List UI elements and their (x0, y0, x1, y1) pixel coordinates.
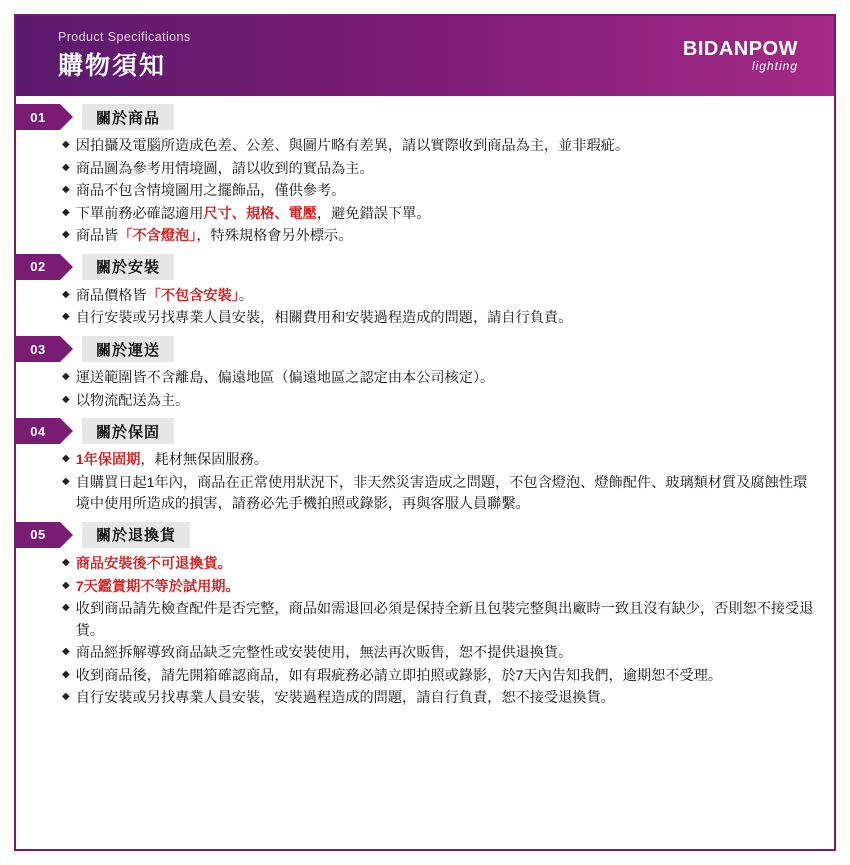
list-item-text (76, 181, 816, 203)
highlight-text: 1年保固期 (75, 452, 141, 469)
section-number: 02 (16, 254, 60, 280)
list-item (62, 181, 816, 203)
diamond-bullet-icon: ◆ (62, 139, 70, 150)
section-number: 03 (16, 336, 60, 362)
plain-text: 商品不包含情境圖用之擺飾品，僅供參考。 (75, 183, 346, 200)
list-item-text (76, 308, 816, 330)
diamond-bullet-icon: ◆ (62, 288, 70, 300)
list-item (62, 368, 816, 390)
plain-text: 以物流配送為主。 (75, 392, 190, 409)
section-title: 關於商品 (82, 104, 174, 130)
list-item (62, 450, 816, 472)
section-header (16, 254, 834, 280)
list-item-text (76, 688, 816, 710)
section (16, 336, 834, 412)
list-item-text (76, 643, 816, 665)
sections-container (16, 104, 834, 716)
plain-text: 收到商品後，請先開箱確認商品，如有瑕疵務必請立即拍照或錄影，於7天內告知我們，逾期恕不受理。 (75, 667, 723, 684)
plain-text: ，耗材無保固服務。 (140, 452, 269, 469)
plain-text: 商品圖為參考用情境圖，請以收到的實品為主。 (75, 160, 374, 177)
section-body (16, 136, 834, 248)
brand-tagline: lighting (751, 59, 798, 73)
list-item-text (76, 666, 816, 688)
section-header (16, 336, 834, 362)
highlight-text: 商品安裝後不可退換貨。 (75, 555, 232, 572)
plain-text: 商品經拆解導致商品缺乏完整性或安裝使用，無法再次販售，恕不提供退換貨。 (75, 645, 573, 662)
list-item-text (76, 577, 816, 599)
list-item (62, 204, 816, 226)
list-item-text (76, 286, 816, 308)
diamond-bullet-icon: ◆ (62, 453, 70, 465)
header-eyebrow: Product Specifications (58, 30, 191, 44)
diamond-bullet-icon: ◆ (62, 668, 70, 680)
list-item (62, 554, 816, 576)
diamond-bullet-icon: ◆ (62, 371, 70, 383)
diamond-bullet-icon: ◆ (62, 206, 70, 218)
section-number: 05 (16, 522, 60, 548)
section (16, 254, 834, 330)
list-item-text (76, 554, 816, 576)
highlight-text: 尺寸、規格、電壓 (203, 205, 317, 222)
section-title: 關於退換貨 (82, 522, 190, 548)
plain-text: 下單前務必確認適用 (75, 205, 204, 222)
diamond-bullet-icon: ◆ (62, 556, 70, 568)
diamond-bullet-icon: ◆ (62, 161, 70, 173)
plain-text: 自購買日起1年內，商品在正常使用狀況下，非天然災害造成之問題，不包含燈泡、燈飾配件、玻璃類材質及腐蝕性環境中使用所造成的損害，請務必先手機拍照或錄影，再與客服人員聯繫。 (75, 474, 808, 513)
section-header (16, 418, 834, 444)
brand-name: BIDANPOW (682, 38, 798, 60)
highlight-text: 7天鑑賞期不等於試用期。 (75, 578, 240, 595)
page-title: 購物須知 (58, 52, 167, 80)
diamond-bullet-icon: ◆ (62, 311, 70, 323)
plain-text: 。 (238, 287, 254, 304)
section-number: 01 (16, 104, 60, 130)
list-item-text (76, 204, 816, 226)
plain-text: 運送範圍皆不含離島、偏遠地區（偏遠地區之認定由本公司核定）。 (75, 370, 495, 387)
diamond-bullet-icon: ◆ (62, 691, 70, 703)
highlight-text: 「不含燈泡」 (118, 228, 197, 245)
section-body (16, 450, 834, 516)
list-item (62, 391, 816, 413)
list-item-text (76, 226, 816, 248)
plain-text: ，特殊規格會另外標示。 (196, 228, 353, 245)
list-item (62, 666, 816, 688)
section-title: 關於運送 (82, 336, 174, 362)
section (16, 522, 834, 710)
list-item (62, 473, 816, 516)
list-item-text (76, 368, 816, 390)
section-header (16, 522, 834, 548)
highlight-text: 「不包含安裝」 (146, 287, 239, 304)
list-item-text (76, 473, 816, 516)
list-item-text (76, 159, 816, 181)
plain-text: ，避免錯誤下單。 (316, 205, 431, 222)
header-title-group (58, 30, 190, 82)
list-item (62, 286, 816, 308)
list-item (62, 599, 816, 642)
section-body (16, 368, 834, 412)
plain-text: 商品皆 (75, 228, 119, 245)
plain-text: 收到商品請先檢查配件是否完整，商品如需退回必須是保持全新且包裝完整與出廠時一致且沒有缺少，否則恕不接受退貨。 (75, 601, 814, 639)
page-header (16, 16, 834, 96)
plain-text: 自行安裝或另找專業人員安裝，安裝過程造成的問題，請自行負責，恕不接受退換貨。 (75, 690, 615, 707)
list-item (62, 577, 816, 599)
list-item (62, 688, 816, 710)
list-item-text (76, 450, 816, 472)
section-body (16, 554, 834, 710)
plain-text: 商品價格皆 (75, 287, 147, 304)
list-item (62, 136, 816, 158)
list-item (62, 159, 816, 181)
plain-text: 因拍攝及電腦所造成色差、公差、與圖片略有差異，請以實際收到商品為主，並非瑕疵。 (75, 138, 630, 154)
list-item-text (76, 599, 816, 642)
section-header (16, 104, 834, 130)
section (16, 104, 834, 248)
diamond-bullet-icon: ◆ (62, 646, 70, 658)
diamond-bullet-icon: ◆ (62, 602, 70, 614)
diamond-bullet-icon: ◆ (62, 229, 70, 241)
section-title: 關於保固 (82, 418, 174, 444)
section (16, 418, 834, 516)
diamond-bullet-icon: ◆ (62, 184, 70, 196)
list-item-text (76, 136, 816, 158)
diamond-bullet-icon: ◆ (62, 475, 70, 487)
diamond-bullet-icon: ◆ (62, 579, 70, 591)
brand-logo (683, 39, 812, 73)
section-number: 04 (16, 418, 60, 444)
list-item (62, 308, 816, 330)
list-item-text (76, 391, 816, 413)
list-item (62, 226, 816, 248)
section-body (16, 286, 834, 330)
list-item (62, 643, 816, 665)
plain-text: 自行安裝或另找專業人員安裝，相關費用和安裝過程造成的問題，請自行負責。 (75, 310, 573, 327)
section-title: 關於安裝 (82, 254, 174, 280)
diamond-bullet-icon: ◆ (62, 393, 70, 405)
